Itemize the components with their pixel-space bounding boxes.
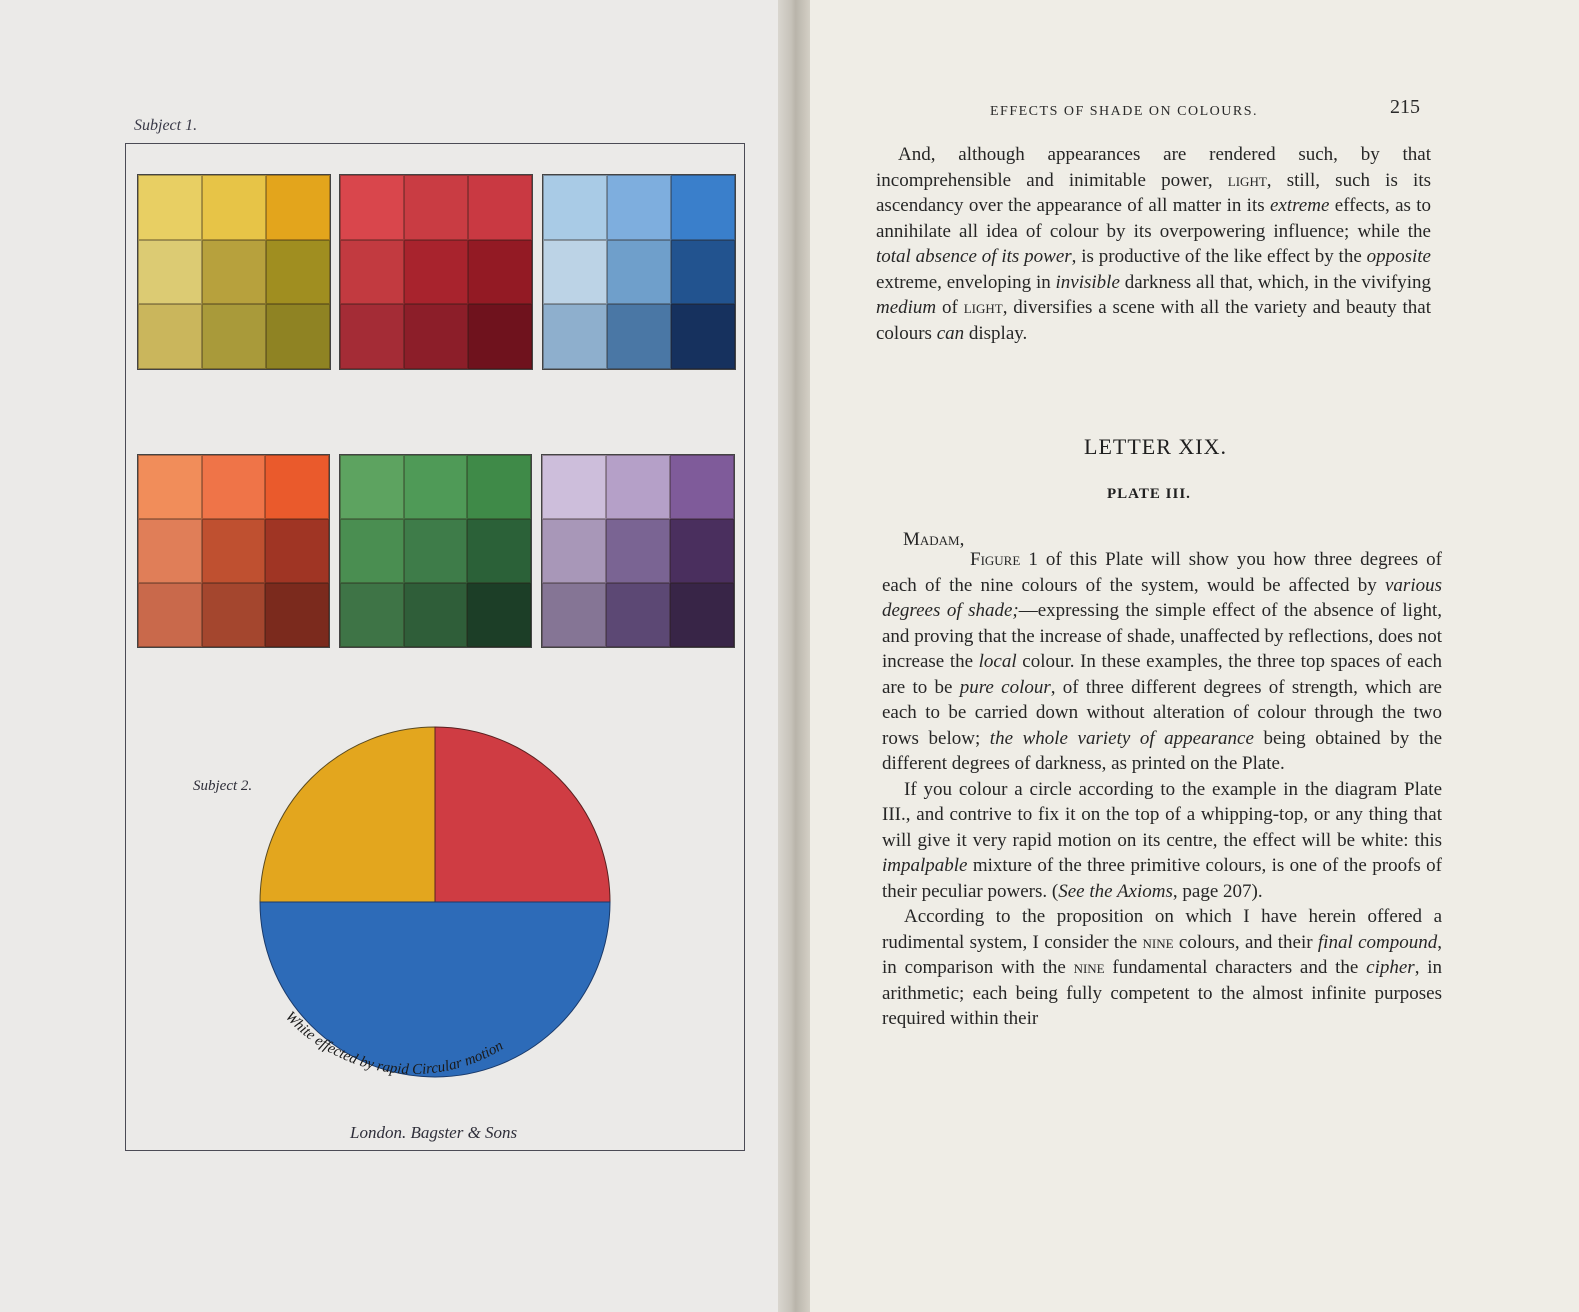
- swatch-cell-green-8: [404, 583, 468, 647]
- swatch-cell-violet-3: [670, 455, 734, 519]
- swatch-cell-yellow-1: [138, 175, 202, 240]
- plate-page: [0, 0, 786, 1312]
- swatch-cell-violet-8: [606, 583, 670, 647]
- paragraph-1: [876, 142, 1431, 346]
- swatch-cell-violet-2: [606, 455, 670, 519]
- paragraph-2: [882, 547, 1442, 1032]
- swatch-cell-orange-4: [138, 519, 202, 583]
- swatch-cell-yellow-9: [266, 304, 330, 369]
- letter-title: LETTER XIX.: [1084, 434, 1227, 459]
- swatch-cell-yellow-7: [138, 304, 202, 369]
- swatch-cell-yellow-4: [138, 240, 202, 305]
- swatch-cell-green-1: [340, 455, 404, 519]
- disc-quadrant-yellow: [260, 727, 435, 902]
- paragraph-2-text: Figure 1 of this Plate will show you how three degrees of each of the nine colours of the system, would be affected by various degrees of shade;—expressing the simple effect of the absence of light, and proving that the increase of shade, unaffected by reflections, does not increase the local colour. In these examples, the three top spaces of each are to be pure colour, of three different degrees of strength, which are each to be carried down without alteration of colour through the two rows below; the whole variety of appearance being obtained by the different degrees of darkness, as printed on the Plate.: [882, 549, 1443, 774]
- publisher-imprint: London. Bagster & Sons: [350, 1123, 518, 1142]
- swatch-cell-violet-7: [542, 583, 606, 647]
- swatch-cell-red-5: [404, 240, 468, 305]
- swatch-cell-green-4: [340, 519, 404, 583]
- swatch-cell-violet-1: [542, 455, 606, 519]
- swatch-cell-blue-7: [543, 304, 607, 369]
- swatch-cell-blue-1: [543, 175, 607, 240]
- running-head: EFFECTS OF SHADE ON COLOURS.: [990, 104, 1258, 119]
- book-gutter: [778, 0, 810, 1312]
- swatch-cell-red-6: [468, 240, 532, 305]
- swatch-grid-orange: [137, 454, 330, 648]
- swatch-grid-yellow: [137, 174, 331, 370]
- page-number: 215: [1390, 96, 1420, 118]
- swatch-cell-blue-2: [607, 175, 671, 240]
- swatch-cell-orange-3: [265, 455, 329, 519]
- swatch-cell-yellow-6: [266, 240, 330, 305]
- swatch-cell-yellow-3: [266, 175, 330, 240]
- swatch-cell-violet-9: [670, 583, 734, 647]
- swatch-cell-violet-6: [670, 519, 734, 583]
- swatch-cell-violet-4: [542, 519, 606, 583]
- disc-quadrant-red: [435, 727, 610, 902]
- subject-2-label: Subject 2.: [193, 778, 253, 794]
- swatch-cell-green-5: [404, 519, 468, 583]
- swatch-cell-red-2: [404, 175, 468, 240]
- swatch-grid-green: [339, 454, 532, 648]
- swatch-grid-violet: [541, 454, 735, 648]
- swatch-cell-blue-8: [607, 304, 671, 369]
- swatch-cell-red-9: [468, 304, 532, 369]
- swatch-cell-blue-5: [607, 240, 671, 305]
- paragraph-4-text: According to the proposition on which I have herein offered a rudimental system, I consider the nine colours, and their final compound, in comparison with the nine fundamental characters and the cipher, in arithmetic; each being fully competent to the almost infinite purposes required within their: [882, 906, 1443, 1029]
- swatch-cell-orange-1: [138, 455, 202, 519]
- swatch-cell-orange-5: [202, 519, 266, 583]
- paragraph-3-text: If you colour a circle according to the example in the diagram Plate III., and contrive to fix it on the top of a whipping-top, or any thing that will give it very rapid motion on its centre, the effect will be white: this impalpable mixture of the three primitive colours, is one of the proofs of their peculiar powers. (See the Axioms, page 207).: [882, 778, 1442, 902]
- swatch-cell-orange-8: [202, 583, 266, 647]
- swatch-cell-blue-9: [671, 304, 735, 369]
- swatch-cell-orange-6: [265, 519, 329, 583]
- swatch-cell-green-6: [467, 519, 531, 583]
- swatch-cell-red-1: [340, 175, 404, 240]
- swatch-cell-red-8: [404, 304, 468, 369]
- swatch-cell-orange-7: [138, 583, 202, 647]
- swatch-cell-blue-6: [671, 240, 735, 305]
- swatch-cell-blue-3: [671, 175, 735, 240]
- swatch-cell-red-4: [340, 240, 404, 305]
- paragraph-1-text: And, although appearances are rendered such, by that incomprehensible and inimitable power, light, still, such is its ascendancy over the appearance of all matter in its extreme effects, as to annihilate all idea of colour by its overpowering influence; while the total absence of its power, is productive of the like effect by the opposite extreme, enveloping in invisible darkness all that, which, in the vivifying medium of light, diversifies a scene with all the variety and beauty that colours can display.: [876, 144, 1432, 344]
- swatch-cell-green-7: [340, 583, 404, 647]
- swatch-cell-green-2: [404, 455, 468, 519]
- swatch-cell-violet-5: [606, 519, 670, 583]
- swatch-cell-yellow-5: [202, 240, 266, 305]
- subject-1-label: Subject 1.: [134, 117, 198, 134]
- colour-disc: [255, 722, 615, 1082]
- plate-title: PLATE III.: [1107, 486, 1191, 502]
- swatch-cell-orange-9: [265, 583, 329, 647]
- swatch-cell-orange-2: [202, 455, 266, 519]
- swatch-cell-green-3: [467, 455, 531, 519]
- swatch-cell-green-9: [467, 583, 531, 647]
- text-page: [810, 0, 1579, 1312]
- disc-caption-path: White effected by rapid Circular motion: [281, 1008, 507, 1079]
- disc-half-blue: [260, 902, 610, 1077]
- swatch-cell-red-3: [468, 175, 532, 240]
- swatch-grid-red: [339, 174, 533, 370]
- salutation: Madam,: [903, 529, 965, 550]
- swatch-cell-red-7: [340, 304, 404, 369]
- swatch-grid-blue: [542, 174, 736, 370]
- swatch-cell-blue-4: [543, 240, 607, 305]
- swatch-cell-yellow-8: [202, 304, 266, 369]
- swatch-cell-yellow-2: [202, 175, 266, 240]
